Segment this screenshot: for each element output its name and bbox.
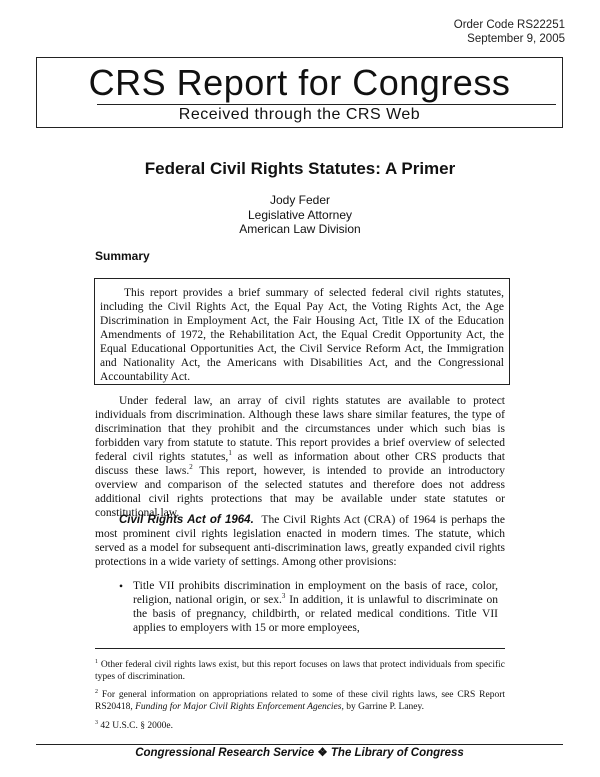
footnote-1 xyxy=(95,659,505,683)
intro-paragraph xyxy=(95,394,505,520)
author-name: Jody Feder xyxy=(269,193,331,207)
footnote-1-text: Other federal civil rights laws exist, but this report focuses on laws that protect individuals from specific types of discrimination. xyxy=(95,660,505,682)
summary-text: This report provides a brief summary of selected federal civil rights statutes, including the Civil Rights Act, the Equal Pay Act, the Voting Rights Act, the Age Discrimination in Employment Act, the Fair Housing Act, Title IX of the Education Amendments of 1972, the Rehabilitation Act, the Equal Credit Opportunity Act, the Equal Educational Opportunities Act, the Civil Service Reform Act, the Immigration and Nationality Act, the Americans with Disabilities Act, and the Congressional Accountability Act. xyxy=(100,287,504,383)
footnote-ref-1[interactable]: 1 xyxy=(228,449,232,458)
footer-right: The Library of Congress xyxy=(330,747,464,759)
banner-subtitle: Received through the CRS Web xyxy=(178,106,421,123)
intro-text-c: This report, however, is intended to provide an introductory overview and comparison of the selected statutes and therefore does not address additional civil rights protections that may be available under state statutes or constitutional law. xyxy=(95,465,506,519)
footnote-1-number: 1 xyxy=(95,658,98,665)
author-block xyxy=(100,193,500,237)
intro-text-b: as well as information about other CRS products that discuss these laws. xyxy=(95,451,505,477)
footnote-2 xyxy=(95,689,505,713)
cra-heading: Civil Rights Act of 1964. xyxy=(119,514,254,526)
order-code: Order Code RS22251 xyxy=(453,19,565,31)
footnote-ref-2[interactable]: 2 xyxy=(189,463,193,472)
footnote-3 xyxy=(95,720,505,732)
diamond-icon: ❖ xyxy=(317,747,328,759)
summary-box xyxy=(94,278,510,385)
intro-text-a: Under federal law, an array of civil rights statutes are available to protect individuals from discrimination. Although these laws share similar features, the type of discrimination that they prohibit and the circumstances under which such bias is forbidden vary from statute to statute. This report provides a brief overview of selected federal civil rights statutes, xyxy=(95,395,505,463)
bullet-icon: • xyxy=(119,581,124,593)
order-info xyxy=(315,18,565,46)
report-title: Federal Civil Rights Statutes: A Primer xyxy=(144,159,456,178)
footer-left: Congressional Research Service xyxy=(135,747,315,759)
footnote-2-text-b: by Garrine P. Laney. xyxy=(346,702,424,712)
footnote-2-text-a: For general information on appropriations related to some of these civil rights laws, see CRS Report RS20418, xyxy=(95,690,505,712)
author-division: American Law Division xyxy=(239,222,361,236)
banner-title: CRS Report for Congress xyxy=(88,62,511,103)
cra-text: The Civil Rights Act (CRA) of 1964 is perhaps the most prominent civil rights legislation enacted in modern times. The statute, which served as a model for subsequent anti-discrimination laws, greatly expanded civil rights protections in a wide variety of settings. Among other provisions: xyxy=(95,514,505,568)
footnote-ref-3[interactable]: 3 xyxy=(281,592,286,601)
crs-banner xyxy=(36,57,563,128)
footnote-3-number: 3 xyxy=(95,719,98,726)
report-date: September 9, 2005 xyxy=(467,33,565,45)
footer-divider xyxy=(36,744,563,745)
footnote-2-number: 2 xyxy=(95,688,98,695)
bullet-item xyxy=(133,579,498,635)
page-footer xyxy=(36,746,563,760)
bullet-text-a: Title VII prohibits discrimination in employment on the basis of race, color, religion, national origin, or sex. xyxy=(133,580,498,606)
bullet-text-b: In addition, it is unlawful to discriminate on the basis of pregnancy, childbirth, or related medical conditions. Title VII applies to employers with 15 or more employees, xyxy=(133,594,498,634)
footnote-divider xyxy=(95,648,505,649)
footnote-3-text: 42 U.S.C. § 2000e. xyxy=(100,721,173,731)
cra-paragraph xyxy=(95,513,505,569)
footnote-2-report-title: Funding for Major Civil Rights Enforcement Agencies, xyxy=(135,702,344,712)
summary-heading: Summary xyxy=(95,249,150,263)
author-position: Legislative Attorney xyxy=(247,207,353,222)
